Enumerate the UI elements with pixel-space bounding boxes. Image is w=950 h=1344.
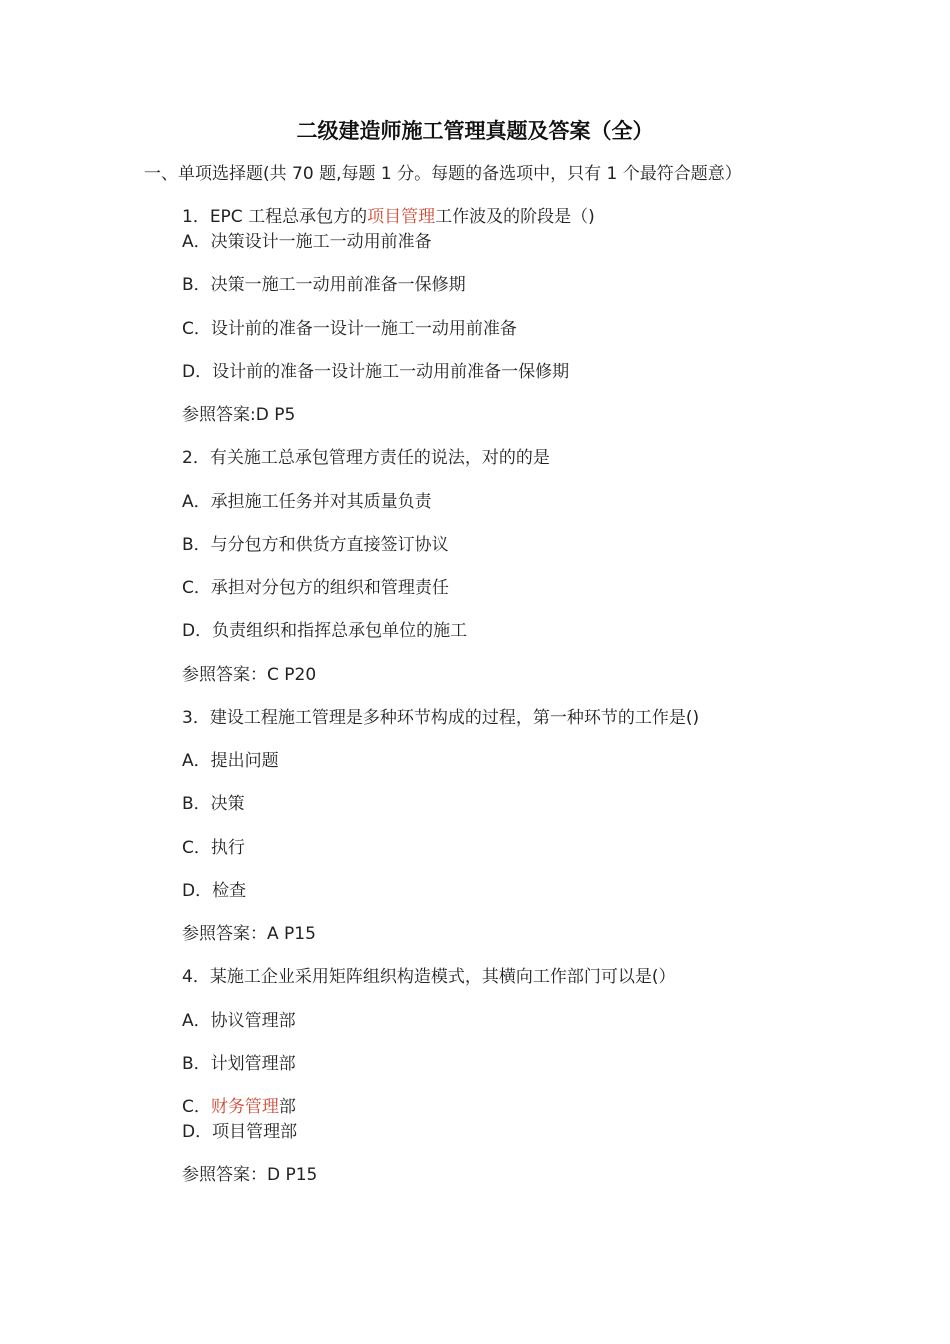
question-4-stem: 4．某施工企业采用矩阵组织构造模式，其横向工作部门可以是(） [182,967,676,987]
question-4-option-c-highlight: 财务管理 [210,1097,279,1117]
question-1-stem-pre: 1．EPC 工程总承包方的 [182,207,368,227]
question-1-option-b: B．决策一施工一动用前准备一保修期 [182,275,466,295]
question-1-answer: 参照答案:D P5 [182,405,296,425]
question-2-option-d: D．负责组织和指挥总承包单位的施工 [182,621,468,641]
question-3-answer: 参照答案：A P15 [182,924,316,944]
question-4-option-d: D．项目管理部 [182,1122,298,1142]
question-3-option-c: C．执行 [182,838,245,858]
question-4-answer: 参照答案：D P15 [182,1165,318,1185]
question-4-option-a: A．协议管理部 [182,1011,296,1031]
question-1-option-c: C．设计前的准备一设计一施工一动用前准备 [182,319,517,339]
question-2-option-b: B．与分包方和供货方直接签订协议 [182,535,449,555]
question-4-option-c [182,1094,296,1120]
question-1-stem [182,204,595,230]
question-3-option-a: A．提出问题 [182,751,279,771]
question-3-option-b: B．决策 [182,794,245,814]
question-1-option-d: D．设计前的准备一设计施工一动用前准备一保修期 [182,362,570,382]
question-2-option-a: A．承担施工任务并对其质量负责 [182,492,432,512]
question-4-option-c-pre: C． [182,1097,211,1117]
question-2-answer: 参照答案：C P20 [182,665,317,685]
question-1-stem-highlight: 项目管理 [367,207,436,227]
question-2-option-c: C．承担对分包方的组织和管理责任 [182,578,449,598]
question-3-option-d: D．检查 [182,881,247,901]
question-3-stem: 3．建设工程施工管理是多种环节构成的过程，第一种环节的工作是() [182,708,700,728]
document-title: 二级建造师施工管理真题及答案（全） [296,119,654,143]
question-4-option-b: B．计划管理部 [182,1054,296,1074]
question-4-option-c-post: 部 [278,1097,296,1117]
question-1-stem-post: 工作波及的阶段是（) [435,207,595,227]
question-2-stem: 2．有关施工总承包管理方责任的说法，对的的是 [182,448,550,468]
question-1-option-a: A．决策设计一施工一动用前准备 [182,232,432,252]
section-heading: 一、单项选择题(共 70 题,每题 1 分。每题的备选项中，只有 1 个最符合题意） [144,164,742,184]
